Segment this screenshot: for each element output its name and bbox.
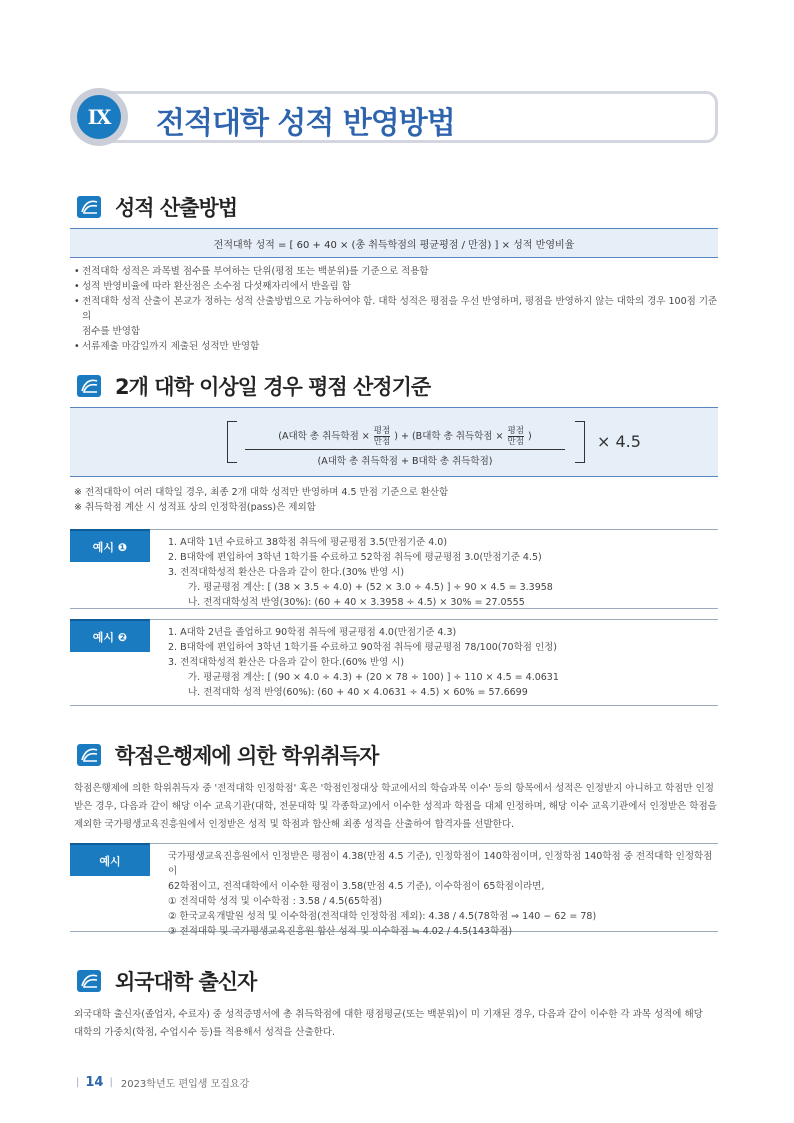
chapter-title: 전적대학 성적 반영방법 — [156, 106, 455, 141]
example-line: ② 한국교육개발원 성적 및 이수학점(전적대학 인정학점 제외): 4.38 / 4.5(78학점 ⇒ 140 − 62 = 78) — [168, 911, 597, 922]
section-title: 성적 산출방법 — [115, 196, 238, 220]
section-icon — [77, 744, 101, 766]
example-block-2 — [70, 619, 718, 706]
gpa-formula-box — [70, 407, 718, 477]
example-line: 62학점이고, 전적대학에서 이수한 평점이 3.58(만점 4.5 기준), 이수학점이 65학점이라면, — [168, 881, 545, 892]
formula-multiplier: × 4.5 — [597, 432, 641, 451]
list-item: • 전적대학 성적 산출이 본교가 정하는 성적 산출방법으로 가능하여야 함. 대학 성적은 평점을 우선 반영하며, 평점을 반영하지 않는 대학의 경우 100점 기준의 — [74, 294, 724, 324]
formula-part-end: ) — [527, 431, 532, 442]
divider — [150, 843, 718, 844]
fraction-bottom: 만점 — [373, 437, 391, 447]
example-label: 예시 ❶ — [70, 529, 150, 562]
example-line: 2. B대학에 편입하여 3학년 1학기를 수료하고 52학점 취득에 평균평점 3.0(만점기준 4.5) — [168, 552, 542, 563]
example-label: 예시 — [70, 843, 150, 876]
section-icon — [77, 970, 101, 992]
fraction-top: 평점 — [507, 426, 524, 436]
footer-divider: | — [109, 1077, 113, 1088]
example-line: ③ 전적대학 및 국가평생교육진흥원 합산 성적 및 이수학점 ≒ 4.02 / 4.5(143학점) — [168, 926, 513, 937]
notes — [74, 485, 448, 515]
mini-fraction — [508, 426, 524, 447]
section-title: 2개 대학 이상일 경우 평점 산정기준 — [115, 375, 431, 399]
formula-part-b: ) + (B대학 총 취득학점 × — [394, 431, 504, 442]
section-heading-2 — [77, 371, 430, 401]
note-line: ※ 취득학점 계산 시 성적표 상의 인정학점(pass)은 제외함 — [74, 502, 316, 513]
list-item: • 성적 반영비율에 따라 환산점은 소수점 다섯째자리에서 반올림 함 — [74, 279, 724, 294]
note-line: ※ 전적대학이 여러 대학일 경우, 최종 2개 대학 성적만 반영하며 4.5 만점 기준으로 환산함 — [74, 487, 449, 498]
example-line: 2. B대학에 편입하여 3학년 1학기를 수료하고 90학점 취득에 평균평점 78/100(70학점 인정) — [168, 642, 558, 653]
chapter-number-badge — [70, 88, 128, 146]
page-footer — [76, 1075, 249, 1090]
formula-denominator: (A대학 총 취득학점 + B대학 총 취득학점) — [317, 456, 493, 467]
example-line: 3. 전적대학성적 환산은 다음과 같이 한다.(60% 반영 시) — [168, 657, 405, 668]
fraction-bottom: 만점 — [507, 437, 524, 447]
example-line: 3. 전적대학성적 환산은 다음과 같이 한다.(30% 반영 시) — [168, 567, 405, 578]
footer-divider: | — [76, 1077, 80, 1088]
example-body — [168, 849, 718, 939]
example-line: 1. A대학 2년을 졸업하고 90학점 취득에 평균평점 4.0(만점기준 4.3) — [168, 627, 457, 638]
section-heading-1 — [77, 192, 237, 222]
formula-numerator — [245, 426, 565, 447]
mini-fraction — [374, 426, 390, 447]
example-line: 국가평생교육진흥원에서 인정받은 평점이 4.38(만점 4.5 기준), 인정학점이 140학점이며, 인정학점 140학점 중 전적대학 인정학점이 — [168, 851, 713, 877]
bullet-list — [74, 264, 724, 354]
section-icon — [77, 375, 101, 397]
foreign-university-paragraph — [74, 1006, 720, 1042]
paragraph-line: 대학의 가중치(학점, 수업시수 등)를 적용해서 성적을 산출한다. — [74, 1027, 335, 1038]
section-icon — [77, 196, 101, 218]
example-line: 나. 전적대학 성적 반영(60%): (60 + 40 × 4.0631 ÷ 4.5) × 60% = 57.6699 — [188, 687, 528, 698]
example-block-3 — [70, 843, 718, 937]
example-line: 가. 평균평점 계산: [ (38 × 3.5 ÷ 4.0) + (52 × 3.0 ÷ 4.5) ] ÷ 90 × 4.5 = 3.3958 — [188, 582, 553, 593]
paragraph-line: 외국대학 출신자(졸업자, 수료자) 중 성적증명서에 총 취득학점에 대한 평점평균(또는 백분위)이 미 기재된 경우, 다음과 같이 이수한 각 과목 성적에 해당 — [74, 1009, 703, 1020]
divider — [150, 619, 718, 620]
section-title: 학점은행제에 의한 학위취득자 — [115, 744, 379, 768]
list-item: • 전적대학 성적은 과목별 점수를 부여하는 단위(평점 또는 백분위)를 기준으로 적용함 — [74, 264, 724, 279]
paragraph-line: 학점은행제에 의한 학위취득자 중 '전적대학 인정학점' 혹은 '학점인정대상 학교에서의 학습과목 이수' 등의 항목에서 성적은 인정받지 아니하고 학점만 인정 — [74, 783, 714, 794]
example-body — [168, 535, 718, 610]
section-heading-3 — [77, 740, 378, 770]
list-item: • 서류제출 마감일까지 제출된 성적만 반영함 — [74, 339, 724, 354]
divider — [150, 529, 718, 530]
chapter-number: IX — [77, 95, 121, 139]
example-body — [168, 625, 718, 700]
fraction-top: 평점 — [373, 426, 391, 436]
page-number: 14 — [85, 1075, 104, 1090]
list-item-continued: 점수를 반영함 — [82, 326, 141, 337]
credit-bank-paragraph — [74, 780, 720, 834]
paragraph-line: 받은 경우, 다음과 같이 해당 이수 교육기관(대학, 전문대학 및 각종학교)에서 이수한 성적과 학점을 대체 인정하며, 해당 이수 교육기관에서 인정받은 학점을 — [74, 801, 717, 812]
example-line: 1. A대학 1년 수료하고 38학점 취득에 평균평점 3.5(만점기준 4.0) — [168, 537, 448, 548]
score-formula: 전적대학 성적 = [ 60 + 40 × (총 취득학점의 평균평점 / 만점) ] × 성적 반영비율 — [70, 228, 718, 258]
paragraph-line: 제외한 국가평생교육진흥원에서 인정받은 성적 및 학점과 합산해 최종 성적을 산출하여 합격자를 선발한다. — [74, 819, 515, 830]
example-line: 나. 전적대학성적 반영(30%): (60 + 40 × 3.3958 ÷ 4.5) × 30% = 27.0555 — [188, 597, 525, 608]
section-heading-4 — [77, 966, 256, 996]
right-bracket — [575, 421, 585, 463]
fraction-line — [245, 449, 565, 450]
chapter-header — [70, 88, 718, 146]
left-bracket — [227, 421, 237, 463]
formula-part-a: (A대학 총 취득학점 × — [278, 431, 370, 442]
example-label: 예시 ❷ — [70, 619, 150, 652]
footer-text: 2023학년도 편입생 모집요강 — [120, 1079, 250, 1090]
section-title: 외국대학 출신자 — [115, 970, 257, 994]
example-line: ① 전적대학 성적 및 이수학점 : 3.58 / 4.5(65학점) — [168, 896, 383, 907]
example-line: 가. 평균평점 계산: [ (90 × 4.0 ÷ 4.3) + (20 × 78 ÷ 100) ] ÷ 110 × 4.5 = 4.0631 — [188, 672, 559, 683]
example-block-1 — [70, 529, 718, 609]
